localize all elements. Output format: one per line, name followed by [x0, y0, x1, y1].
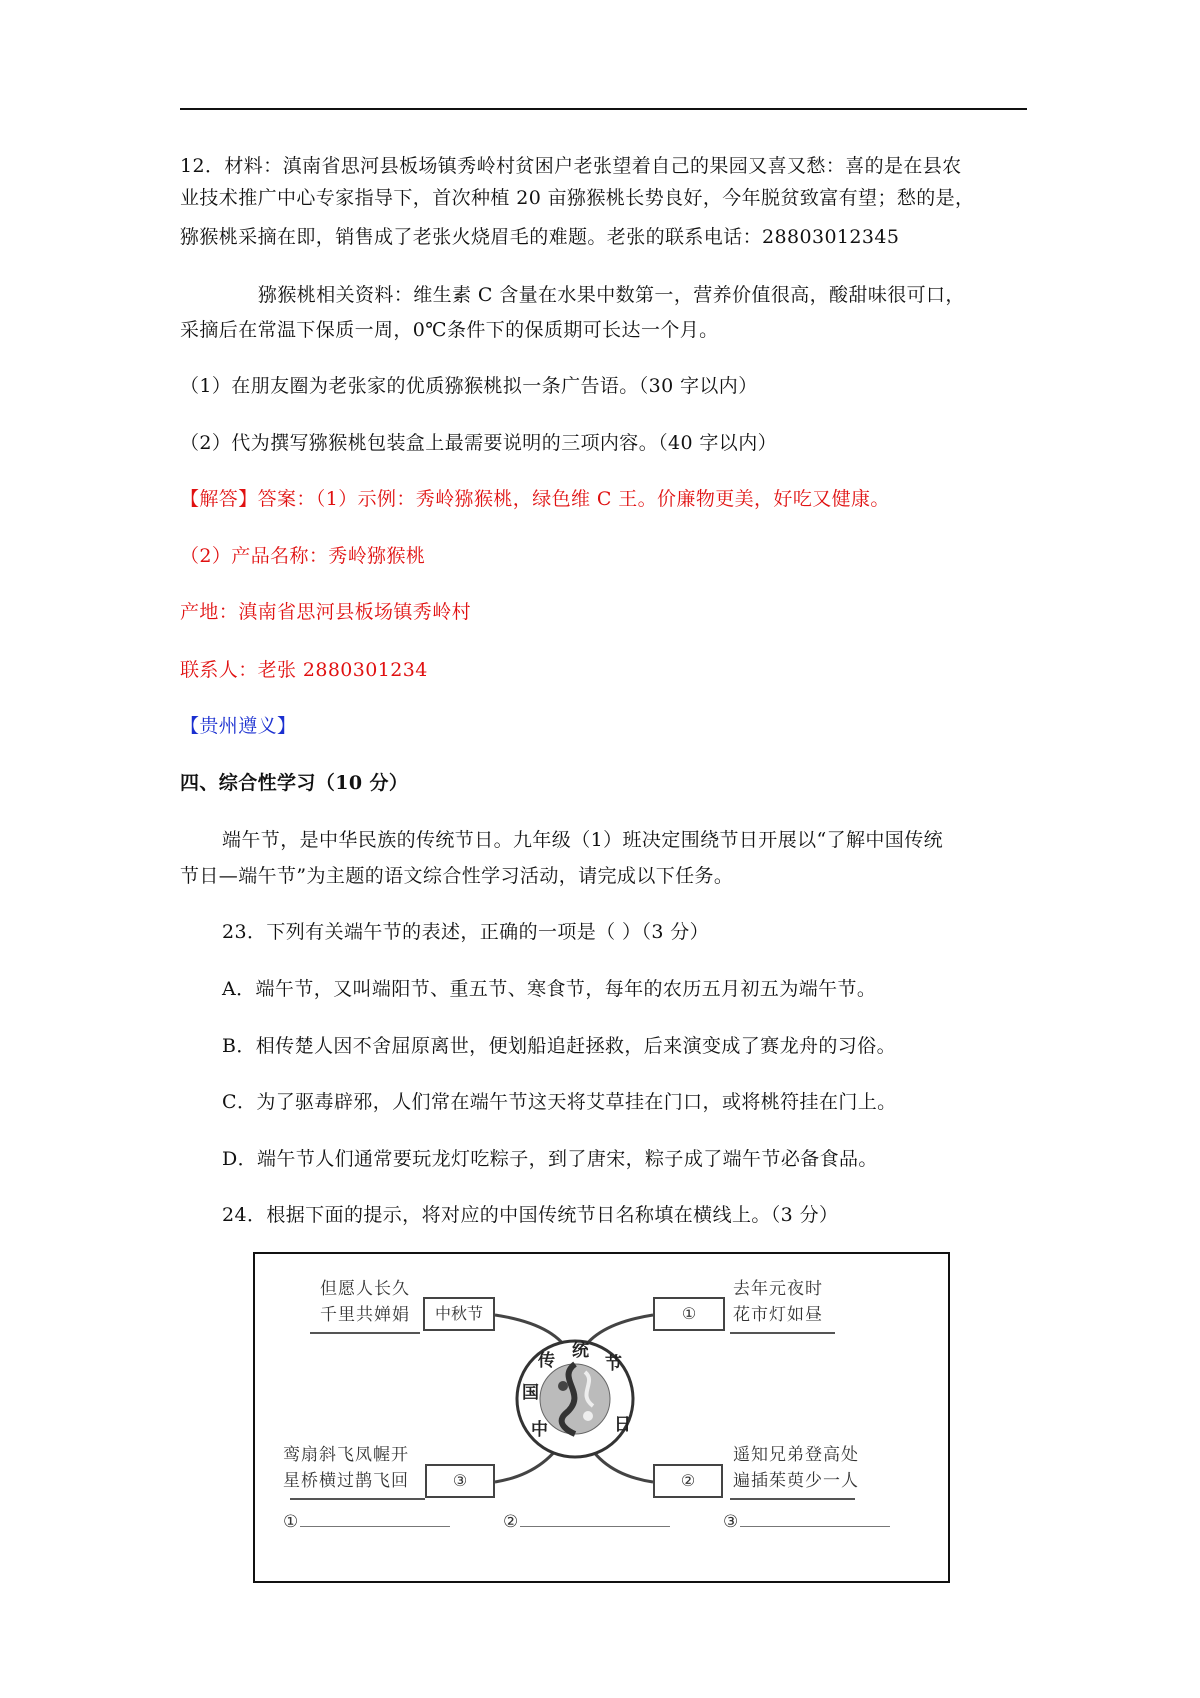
section-intro-2: 节日—端午节”为主题的语文综合性学习活动，请完成以下任务。	[180, 865, 734, 887]
q23-stem: 23．下列有关端午节的表述，正确的一项是（ ）（3 分）	[222, 921, 710, 943]
ring-char-6: 日	[614, 1415, 632, 1435]
br-festival-box: ②	[653, 1464, 723, 1498]
blank-3-label: ③	[723, 1512, 739, 1532]
tl-poem-line-2: 千里共婵娟	[320, 1305, 410, 1325]
bl-festival-box: ③	[425, 1464, 495, 1498]
q12-material-line-2: 采摘后在常温下保质一周，0℃条件下的保质期可长达一个月。	[180, 319, 719, 341]
section-heading: 四、综合性学习（10 分）	[180, 772, 409, 794]
q23-option-b: B．相传楚人因不舍屈原离世，便划船追赶拯救，后来演变成了赛龙舟的习俗。	[222, 1035, 896, 1057]
ring-char-5: 节	[605, 1354, 623, 1374]
q12-line-2: 业技术推广中心专家指导下，首次种植 20 亩猕猴桃长势良好，今年脱贫致富有望；愁的是，	[180, 187, 975, 209]
q24-stem: 24．根据下面的提示，将对应的中国传统节日名称填在横线上。（3 分）	[222, 1204, 839, 1226]
blank-1-label: ①	[283, 1512, 299, 1532]
tr-poem-line-2: 花市灯如昼	[733, 1305, 823, 1325]
tr-poem-line-1: 去年元夜时	[733, 1279, 823, 1299]
br-poem-line-2: 遍插茱萸少一人	[733, 1471, 859, 1491]
ring-char-1: 中	[531, 1420, 549, 1440]
q12-task-1: （1）在朋友圈为老张家的优质猕猴桃拟一条广告语。（30 字以内）	[180, 375, 758, 397]
source-tag: 【贵州遵义】	[180, 715, 297, 737]
answer-line-4: 联系人：老张 2880301234	[180, 659, 428, 681]
bl-poem-line-1: 鸾扇斜飞凤幄开	[283, 1445, 409, 1465]
ring-char-4: 统	[572, 1341, 590, 1361]
answer-line-1	[180, 487, 890, 511]
ring-char-2: 国	[522, 1383, 540, 1403]
blank-1[interactable]	[283, 1512, 450, 1532]
ring-char-3: 传	[538, 1351, 556, 1371]
answer-line-2: （2）产品名称：秀岭猕猴桃	[180, 545, 426, 567]
blank-2-label: ②	[503, 1512, 519, 1532]
bl-poem-line-2: 星桥横过鹊飞回	[283, 1471, 409, 1491]
section-intro-1: 端午节，是中华民族的传统节日。九年级（1）班决定围绕节日开展以“了解中国传统	[222, 829, 944, 851]
tr-festival-box: ①	[653, 1297, 725, 1331]
q12-line-1: 12．材料：滇南省思河县板场镇秀岭村贫困户老张望着自己的果园又喜又愁：喜的是在县农	[180, 155, 962, 177]
answer-line-3: 产地：滇南省思河县板场镇秀岭村	[180, 601, 472, 623]
festival-diagram	[253, 1252, 950, 1583]
header-rule	[180, 108, 1027, 110]
q12-task-2: （2）代为撰写猕猴桃包装盒上最需要说明的三项内容。（40 字以内）	[180, 432, 778, 454]
tl-festival-box: 中秋节	[423, 1297, 495, 1331]
blank-3[interactable]	[723, 1512, 890, 1532]
tl-poem-line-1: 但愿人长久	[320, 1279, 410, 1299]
q23-option-d: D．端午节人们通常要玩龙灯吃粽子，到了唐宋，粽子成了端午节必备食品。	[222, 1148, 878, 1170]
q23-option-a: A．端午节，又叫端阳节、重五节、寒食节，每年的农历五月初五为端午节。	[222, 978, 877, 1000]
q12-line-3: 猕猴桃采摘在即，销售成了老张火烧眉毛的难题。老张的联系电话：28803012345	[180, 226, 900, 248]
br-poem-line-1: 遥知兄弟登高处	[733, 1445, 859, 1465]
blank-2[interactable]	[503, 1512, 670, 1532]
answer-label: 【解答】	[180, 488, 258, 510]
q12-material-line-1: 猕猴桃相关资料：维生素 C 含量在水果中数第一，营养价值很高，酸甜味很可口，	[258, 284, 965, 306]
answer-text-1: 答案：（1）示例：秀岭猕猴桃，绿色维 C 王。价廉物更美，好吃又健康。	[257, 488, 890, 510]
q23-option-c: C．为了驱毒辟邪，人们常在端午节这天将艾草挂在门口，或将桃符挂在门上。	[222, 1091, 897, 1113]
